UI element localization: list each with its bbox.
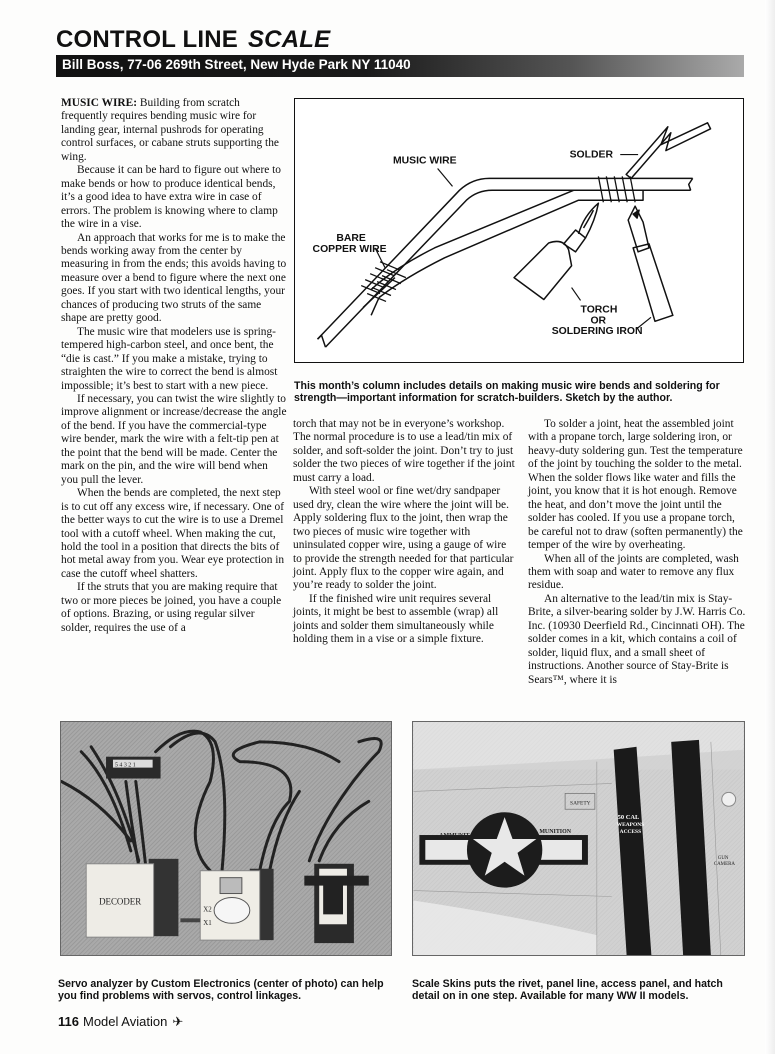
weapons-label-1: 50 CAL (617, 814, 640, 822)
label-soldering-iron: SOLDERING IRON (551, 326, 643, 338)
author-byline: Bill Boss, 77-06 269th Street, New Hyde Park NY 11040 (62, 57, 411, 72)
page-edge (765, 0, 775, 1054)
airplane-icon: ✈ (172, 1014, 184, 1029)
gun-label: GUN (717, 855, 729, 861)
label-or: OR (590, 315, 607, 327)
paragraph: An alternative to the lead/tin mix is Stay-Brite, a silver-bearing solder by J.W. Harris Co. Inc. (10930 Deerfield Rd., Cincinnati OH). The solder comes in a kit, which contains a coil of solder, liquid flux, and a small sheet of instructions. Another source of Stay-Brite is Sears™, where it is (528, 592, 746, 686)
label-music-wire: MUSIC WIRE (392, 155, 457, 167)
camera-label: CAMERA (713, 861, 735, 867)
photo2-caption: Scale Skins puts the rivet, panel line, access panel, and hatch detail on in one step. Available for many WW II models. (412, 978, 723, 1003)
photo1-caption: Servo analyzer by Custom Electronics (center of photo) can help you find problems with servos, control linkages. (58, 978, 384, 1003)
x2-label: X2 (203, 905, 212, 914)
wire-soldering-sketch (294, 98, 744, 363)
scale-skins-photo (412, 721, 745, 956)
paragraph: With steel wool or fine wet/dry sandpaper used dry, clean the wire where the joint will be. Apply soldering flux to the joint, then wrap the two pieces of music wire together with uninsulated copper wire, using a gauge of wire to provide the strength needed for that particular joint. Apply flux to the copper wire again, and you’re ready to solder the joint. (293, 485, 514, 592)
paragraph: MUSIC WIRE: Building from scratch frequently requires bending music wire for landing gear, internal pushrods for operating control surfaces, or cabane struts supporting the wing. (61, 97, 279, 163)
label-solder: SOLDER (569, 149, 613, 161)
paragraph: If necessary, you can twist the wire slightly to improve alignment or increase/decrease the angle of the bend. If you have the commercial-type wire bender, mark the wire with a felt-tip pen at the point that the bend will be made. Center the mark on the pin, and the wire will bend when you pull the lever. (61, 392, 287, 486)
ammunition-left-label: AMMUNIT (439, 833, 470, 840)
article-column-2 (293, 418, 515, 647)
safety-label: SAFETY (570, 800, 591, 807)
paragraph: The music wire that modelers use is spring-tempered high-carbon steel, and once bent, the “die is cast.” If you make a mistake, trying to straighten the wire to correct the bend is almost impossible; it’s best to start with a new piece. (61, 325, 278, 392)
paragraph: If the struts that you are making require that two or more pieces be joined, you have a couple of options. Brazing, or using regular silver solder, requires the use of a (61, 581, 282, 634)
weapons-label-2: WEAPONS (616, 822, 645, 829)
column-title (56, 26, 330, 54)
page-footer (58, 1014, 183, 1030)
paragraph: torch that may not be in everyone’s workshop. The normal procedure is to use a lead/tin mix of solder, and soft-solder the joint. Don’t try to just solder the two pieces of wire together if the joint must carry a load. (293, 418, 515, 484)
paragraph: When all of the joints are completed, wash them with soap and water to remove any flux residue. (528, 552, 739, 592)
paragraph: When the bends are completed, the next step is to cut off any excess wire, if necessary. One of the better ways to cut the wire is to use a Dremel tool with a cutoff wheel. When making the cut, hold the tool in a position that directs the bits of hot metal away from you. Wear eye protection in case the cutoff wheel shatters. (61, 487, 285, 580)
paragraph: Because it can be hard to figure out where to make bends or how to produce identical bends, it’s a good idea to have extra wire in case of errors. The problem is knowing where to clamp the wire in a vise. (61, 164, 282, 231)
paragraph: To solder a joint, heat the assembled joint with a propane torch, large soldering iron, or heavy-duty soldering gun. Test the temperature of the joint by touching the solder to the metal. When the solder flows like water and fills the joint, you know that it is hot enough. Remove the heat, and don’t move the joint until the solder has cooled. If you use a propane torch, be careful not to draw (soften permanently) the temper of the wire by overheating. (528, 418, 743, 552)
label-torch: TORCH (580, 304, 618, 316)
author-byline-bar (56, 55, 744, 77)
paragraph: An approach that works for me is to make the bends working away from the center by measuring in from the ends; this avoids having to measure over a bend to figure where the next one goes. If you start with two identical lengths, your chances of producing two struts of the same shape are pretty good. (61, 231, 287, 325)
page-number: 116 (58, 1014, 79, 1029)
x1-label: X1 (203, 919, 212, 928)
section-lead: MUSIC WIRE: (61, 97, 138, 109)
label-copper-wire: COPPER WIRE (312, 243, 387, 255)
article-column-1 (61, 97, 287, 635)
weapons-label-3: ACCESS (619, 829, 642, 836)
magazine-name: Model Aviation (82, 1014, 168, 1029)
figure-caption: This month’s column includes details on making music wire bends and soldering for strength—important information for scratch-builders. Sketch by the author. (294, 380, 720, 405)
ammunition-right-label: MUNITION (539, 829, 572, 836)
title-main: CONTROL LINE (56, 26, 238, 53)
article-column-3 (528, 418, 748, 687)
decoder-label: DECODER (99, 896, 142, 907)
label-bare: BARE (336, 232, 366, 244)
paragraph: If the finished wire unit requires several joints, it might be best to assemble (wrap) all joints and solder them simultaneously while holding them in a vise or a simple fixture. (293, 592, 499, 646)
servo-analyzer-photo (60, 721, 392, 956)
connector-label: 5 4 3 2 1 (114, 762, 136, 769)
title-accent: SCALE (247, 26, 331, 53)
